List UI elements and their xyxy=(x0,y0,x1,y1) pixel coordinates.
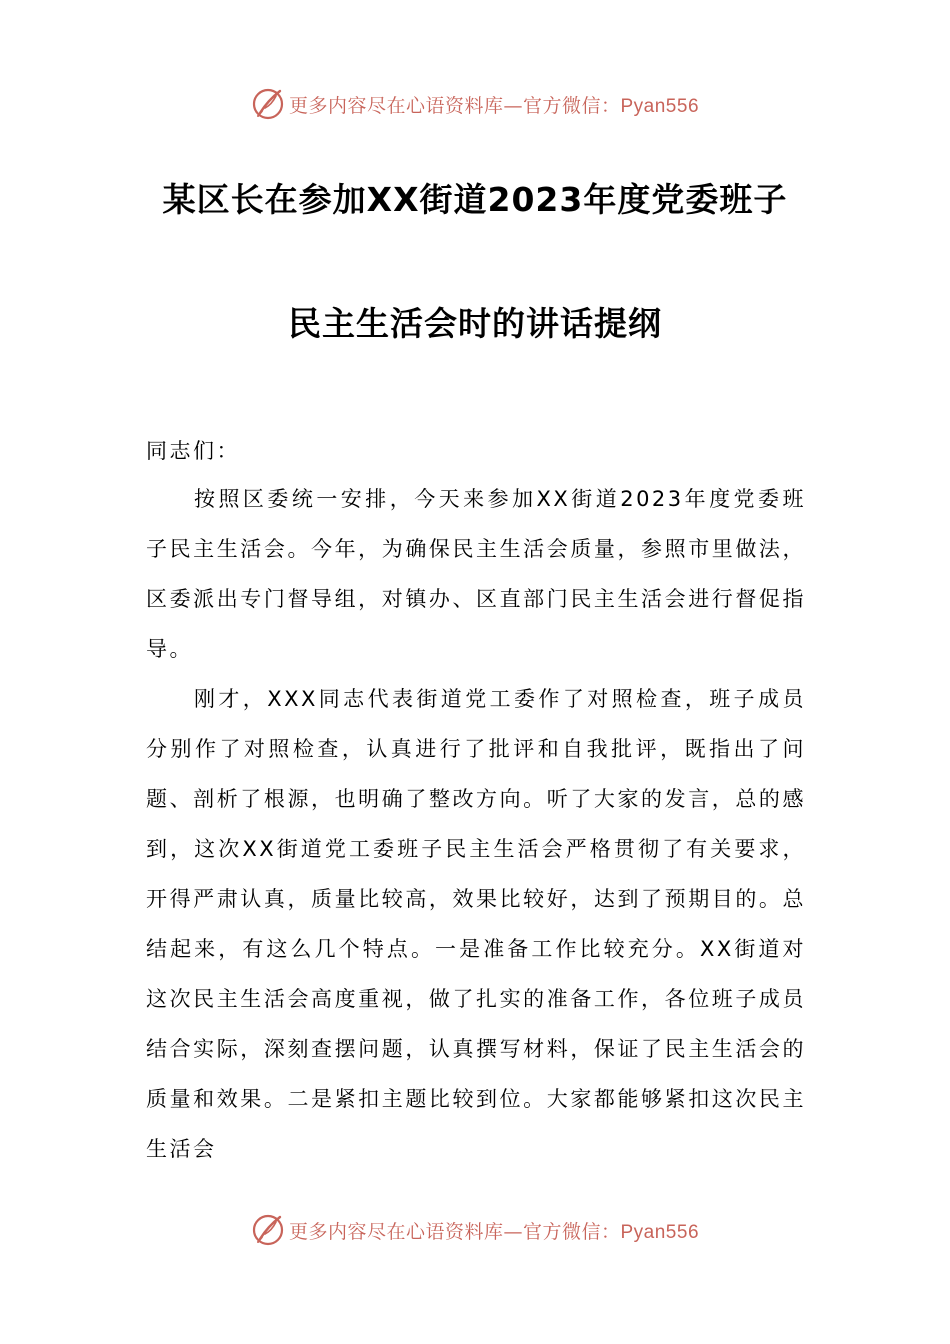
paragraph-2: 刚才，XXX同志代表街道党工委作了对照检查，班子成员分别作了对照检查，认真进行了批评和自我批评，既指出了问题、剖析了根源，也明确了整改方向。听了大家的发言，总的感到，这次XX街道党工委班子民主生活会严格贯彻了有关要求，开得严肃认真，质量比较高，效果比较好，达到了预期目的。总结起来，有这么几个特点。一是准备工作比较充分。XX街道对这次民主生活会高度重视，做了扎实的准备工作，各位班子成员结合实际，深刻查摆问题，认真撰写材料，保证了民主生活会的质量和效果。二是紧扣主题比较到位。大家都能够紧扣这次民主生活会 xyxy=(146,687,806,1161)
quill-logo-icon xyxy=(251,1213,285,1247)
document-title-line-2: 民主生活会时的讲话提纲 xyxy=(288,304,662,343)
salutation: 同志们： xyxy=(146,439,240,463)
document-title-line-1: 某区长在参加XX街道2023年度党委班子 xyxy=(162,180,788,219)
wechat-id: Pyan556 xyxy=(620,1221,700,1243)
header-watermark xyxy=(0,84,950,124)
footer-watermark xyxy=(0,1210,950,1250)
watermark-text: 更多内容尽在心语资料库—官方微信：Pyan556 xyxy=(288,1220,700,1243)
watermark-text: 更多内容尽在心语资料库—官方微信：Pyan556 xyxy=(288,94,700,117)
quill-logo-icon xyxy=(251,87,285,121)
wechat-id: Pyan556 xyxy=(620,95,700,117)
paragraph-1: 按照区委统一安排，今天来参加XX街道2023年度党委班子民主生活会。今年，为确保民主生活会质量，参照市里做法，区委派出专门督导组，对镇办、区直部门民主生活会进行督促指导。 xyxy=(146,487,806,661)
